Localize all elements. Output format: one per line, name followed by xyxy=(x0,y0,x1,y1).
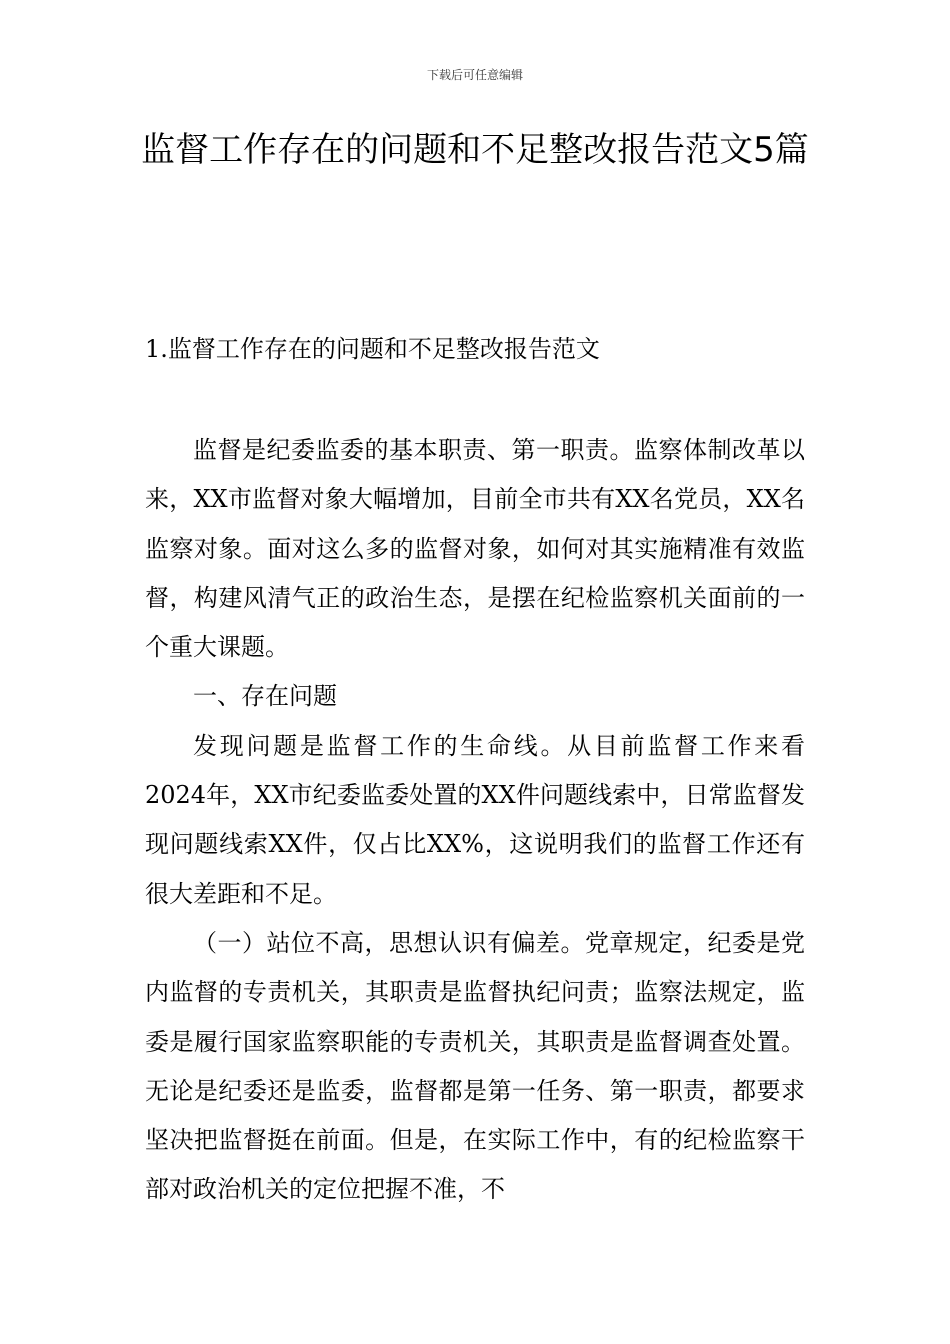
body-text xyxy=(145,426,805,1215)
page-header-note: 下载后可任意编辑 xyxy=(426,68,523,82)
paragraph-intro: 监督是纪委监委的基本职责、第一职责。监察体制改革以来，XX市监督对象大幅增加，目前全市共有XX名党员，XX名监察对象。面对这么多的监督对象，如何对其实施精准有效监督，构建风清气正的政治生态，是摆在纪检监察机关面前的一个重大课题。 xyxy=(145,436,805,662)
paragraph-problems: 发现问题是监督工作的生命线。从目前监督工作来看2024年，XX市纪委监委处置的XX件问题线索中，日常监督发现问题线索XX件，仅占比XX%，这说明我们的监督工作还有很大差距和不足。 xyxy=(145,731,805,908)
paragraph-point-one: （一）站位不高，思想认识有偏差。党章规定，纪委是党内监督的专责机关，其职责是监督执纪问责；监察法规定，监委是履行国家监察职能的专责机关，其职责是监督调查处置。无论是纪委还是监委，监督都是第一任务、第一职责，都要求坚决把监督挺在前面。但是，在实际工作中，有的纪检监察干部对政治机关的定位把握不准，不 xyxy=(145,928,805,1204)
document-title: 监督工作存在的问题和不足整改报告范文5篇 xyxy=(141,130,809,170)
paragraph-subheading: 一、存在问题 xyxy=(193,682,337,711)
section-heading: 1.监督工作存在的问题和不足整改报告范文 xyxy=(145,335,600,363)
